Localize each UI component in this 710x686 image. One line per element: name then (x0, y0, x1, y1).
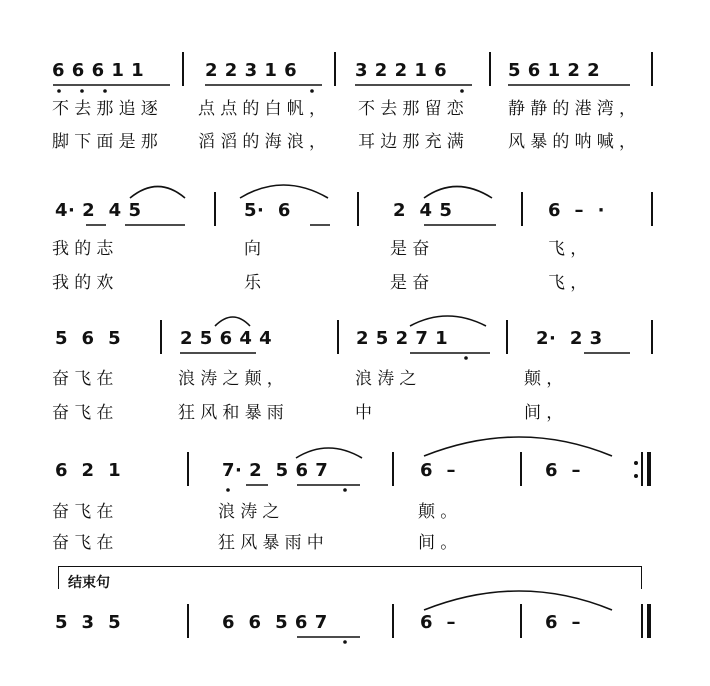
lyric-3-2b: 狂风和暴雨 (178, 403, 289, 423)
lyric-1-1a: 不去那追逐 (52, 99, 163, 119)
lyric-2-4a: 飞， (548, 239, 593, 259)
measure-1-1: 6 6 6 1 1 (52, 60, 145, 81)
measure-2-3: 2 4 5 (393, 200, 453, 221)
barline (357, 192, 359, 226)
barline (187, 604, 189, 638)
lyric-2-4b: 飞， (548, 273, 593, 293)
measure-4-1: 6 2 1 (55, 460, 122, 481)
barline (334, 52, 336, 86)
ending-bracket (58, 566, 642, 589)
barline (521, 192, 523, 226)
lyric-1-4b: 风暴的呐喊， (508, 132, 642, 152)
measure-3-1: 5 6 5 (55, 328, 122, 349)
barline (160, 320, 162, 354)
lyric-1-4a: 静静的港湾， (508, 99, 642, 119)
barline (520, 452, 522, 486)
lyric-1-3a: 不去那留恋 (358, 99, 469, 119)
barline (214, 192, 216, 226)
lyric-3-1a: 奋飞在 (52, 369, 119, 389)
lyric-4-2a: 浪涛之 (218, 502, 285, 522)
lyric-2-1a: 我的志 (52, 239, 119, 259)
lyric-3-2a: 浪涛之颠， (178, 369, 289, 389)
lyric-3-4b: 间， (524, 403, 569, 423)
lyric-3-4a: 颠， (524, 369, 569, 389)
measure-e-4: 6 – (545, 612, 582, 633)
measure-4-4: 6 – (545, 460, 582, 481)
lyric-4-3b: 间。 (418, 533, 463, 553)
barline (520, 604, 522, 638)
lyric-2-3a: 是奋 (390, 239, 435, 259)
ending-label: 结束句 (68, 575, 110, 591)
repeat-dot (634, 474, 638, 478)
lyric-3-1b: 奋飞在 (52, 403, 119, 423)
measure-e-2: 6 6 5 6 7 (222, 612, 328, 633)
repeat-dot (634, 461, 638, 465)
measure-3-2: 2 5 6 4 4 (180, 328, 273, 349)
lyric-4-2b: 狂风暴雨中 (218, 533, 329, 553)
lyric-2-1b: 我的欢 (52, 273, 119, 293)
lyric-3-3b: 中 (355, 403, 378, 423)
measure-4-2: 7· 2 5 6 7 (222, 460, 329, 481)
barline (187, 452, 189, 486)
repeat-barline-thin (641, 452, 643, 486)
measure-2-2: 5· 6 (244, 200, 291, 221)
measure-2-1: 4· 2 4 5 (55, 200, 142, 221)
measure-3-3: 2 5 2 7 1 (356, 328, 449, 349)
lyric-4-1a: 奋飞在 (52, 502, 119, 522)
measure-1-3: 3 2 2 1 6 (355, 60, 448, 81)
measure-2-4: 6 – · (548, 200, 605, 221)
lyric-2-3b: 是奋 (390, 273, 435, 293)
lyric-1-2b: 滔滔的海浪， (198, 132, 332, 152)
measure-e-3: 6 – (420, 612, 457, 633)
barline (337, 320, 339, 354)
lyric-2-2a: 向 (244, 239, 267, 259)
barline (651, 192, 653, 226)
measure-e-1: 5 3 5 (55, 612, 122, 633)
barline (651, 52, 653, 86)
barline (182, 52, 184, 86)
measure-1-2: 2 2 3 1 6 (205, 60, 298, 81)
lyric-3-3a: 浪涛之 (355, 369, 422, 389)
lyric-1-2a: 点点的白帆， (198, 99, 332, 119)
barline (506, 320, 508, 354)
lyric-2-2b: 乐 (244, 273, 267, 293)
final-barline-thick (647, 604, 651, 638)
lyric-4-3a: 颠。 (418, 502, 463, 522)
barline (489, 52, 491, 86)
barline (392, 604, 394, 638)
barline (392, 452, 394, 486)
measure-4-3: 6 – (420, 460, 457, 481)
measure-1-4: 5 6 1 2 2 (508, 60, 601, 81)
lyric-1-1b: 脚下面是那 (52, 132, 163, 152)
lyric-1-3b: 耳边那充满 (358, 132, 469, 152)
measure-3-4: 2· 2 3 (536, 328, 603, 349)
final-barline-thin (641, 604, 643, 638)
lyric-4-1b: 奋飞在 (52, 533, 119, 553)
repeat-barline-thick (647, 452, 651, 486)
barline (651, 320, 653, 354)
